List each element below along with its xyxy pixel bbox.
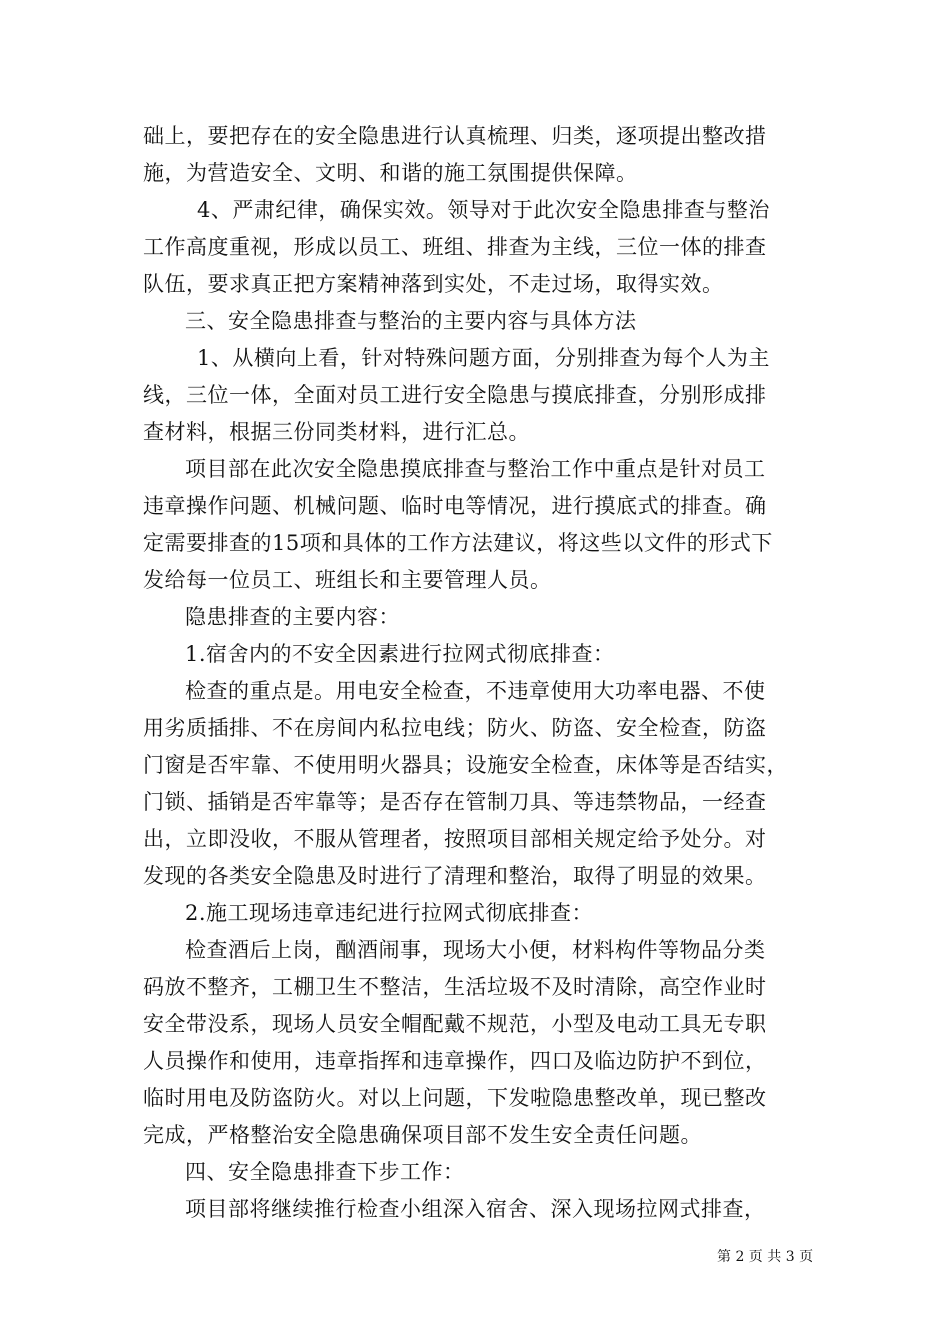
text-line: 发给每一位员工、班组长和主要管理人员。 [143,568,552,592]
text-line: 1、从横向上看，针对特殊问题方面，分别排查为每个人为主 [197,346,770,370]
text-line: 础上，要把存在的安全隐患进行认真梳理、归类，逐项提出整改措 [143,124,767,148]
text-line: 用劣质插排、不在房间内私拉电线；防火、防盗、安全检查，防盗 [143,716,767,740]
text-line: 施，为营造安全、文明、和谐的施工氛围提供保障。 [143,161,638,185]
text-line: 查材料，根据三份同类材料，进行汇总。 [143,420,530,444]
text-line: 门窗是否牢靠、不使用明火器具；设施安全检查，床体等是否结实， [143,753,788,777]
text-line: 码放不整齐，工棚卫生不整洁，生活垃圾不及时清除，高空作业时 [143,975,767,999]
text-line: 2.施工现场违章违纪进行拉网式彻底排查： [185,901,594,925]
text-line: 临时用电及防盗防火。对以上问题，下发啦隐患整改单，现已整改 [143,1086,767,1110]
document-body [143,118,833,1228]
text-line: 出，立即没收，不服从管理者，按照项目部相关规定给予处分。对 [143,827,767,851]
text-line: 门锁、插销是否牢靠等；是否存在管制刀具、等违禁物品，一经查 [143,790,767,814]
text-line: 完成，严格整治安全隐患确保项目部不发生安全责任问题。 [143,1123,702,1147]
text-line: 项目部在此次安全隐患摸底排查与整治工作中重点是针对员工 [185,457,766,481]
text-line: 发现的各类安全隐患及时进行了清理和整治，取得了明显的效果。 [143,864,767,888]
text-line: 安全带没系，现场人员安全帽配戴不规范，小型及电动工具无专职 [143,1012,767,1036]
text-line: 项目部将继续推行检查小组深入宿舍、深入现场拉网式排查， [185,1197,766,1221]
page-number-footer: 第 2 页 共 3 页 [717,1249,814,1265]
text-line: 4、严肃纪律，确保实效。领导对于此次安全隐患排查与整治 [197,198,770,222]
text-line: 1.宿舍内的不安全因素进行拉网式彻底排查： [185,642,615,666]
text-line: 人员操作和使用，违章指挥和违章操作，四口及临边防护不到位， [143,1049,767,1073]
text-line: 违章操作问题、机械问题、临时电等情况，进行摸底式的排查。确 [143,494,767,518]
section-heading: 三、安全隐患排查与整治的主要内容与具体方法 [185,309,637,333]
text-line: 检查的重点是。用电安全检查，不违章使用大功率电器、不使 [185,679,766,703]
text-line: 线，三位一体，全面对员工进行安全隐患与摸底排查，分别形成排 [143,383,767,407]
text-line: 定需要排查的15项和具体的工作方法建议，将这些以文件的形式下 [143,531,773,555]
section-heading: 四、安全隐患排查下步工作： [185,1160,465,1184]
text-line: 隐患排查的主要内容： [185,605,400,629]
text-line: 队伍，要求真正把方案精神落到实处，不走过场，取得实效。 [143,272,724,296]
text-line: 检查酒后上岗，酗酒闹事，现场大小便，材料构件等物品分类 [185,938,766,962]
text-line: 工作高度重视，形成以员工、班组、排查为主线，三位一体的排查 [143,235,767,259]
